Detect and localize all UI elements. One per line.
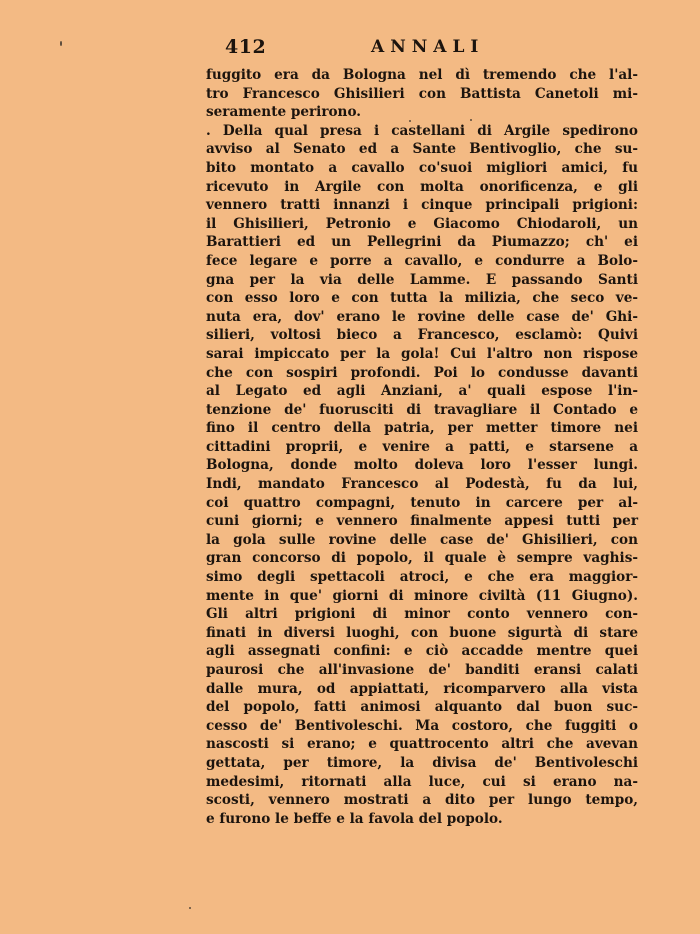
print-speck: [470, 119, 472, 121]
text-line: e furono le beffe e la favola del popolo.: [206, 810, 503, 827]
text-line: avviso al Senato ed a Sante Bentivoglio, che su-: [206, 141, 638, 158]
text-line: fuggito era da Bologna nel dì tremendo che l'al-: [206, 67, 638, 83]
text-line: paurosi che all'invasione de' banditi eransi calati: [206, 662, 638, 678]
text-line: fece legare e porre a cavallo, e condurre a Bolo-: [206, 252, 638, 269]
text-line: tenzione de' fuorusciti di travagliare il Contado e: [206, 401, 638, 418]
page-header: [225, 36, 485, 60]
text-line: dalle mura, od appiattati, ricomparvero alla vista: [206, 680, 638, 697]
text-line: coi quattro compagni, tenuto in carcere per al-: [206, 494, 638, 511]
text-line: il Ghisilieri, Petronio e Giacomo Chiodaroli, un: [206, 215, 638, 232]
text-line: ricevuto in Argile con molta onorificenza, e gli: [206, 178, 638, 195]
running-head: ANNALI: [371, 37, 485, 57]
text-line: cesso de' Bentivoleschi. Ma costoro, che fuggiti o: [206, 717, 638, 734]
text-line: gettata, per timore, la divisa de' Bentivoleschi: [206, 754, 638, 771]
text-line: cuni giorni; e vennero finalmente appesi tutti per: [206, 513, 638, 530]
text-line: vennero tratti innanzi i cinque principali prigioni:: [206, 197, 638, 214]
text-line: agli assegnati confini: e ciò accadde mentre quei: [206, 643, 638, 660]
body-text: [206, 66, 638, 828]
text-line: la gola sulle rovine delle case de' Ghisilieri, con: [206, 531, 638, 548]
text-line: al Legato ed agli Anziani, a' quali espose l'in-: [206, 383, 638, 400]
print-speck: [60, 41, 62, 46]
text-line: che con sospiri profondi. Poi lo condusse davanti: [206, 364, 638, 381]
text-line: Barattieri ed un Pellegrini da Piumazzo; ch' ei: [206, 234, 638, 251]
text-line: gna per la via delle Lamme. E passando Santi: [206, 271, 638, 288]
text-line: nascosti si erano; e quattrocento altri che avevan: [206, 736, 638, 753]
text-line: con esso loro e con tutta la milizia, che seco ve-: [206, 290, 638, 307]
text-line: medesimi, ritornati alla luce, cui si erano na-: [206, 773, 638, 790]
text-line: tro Francesco Ghisilieri con Battista Canetoli mi-: [206, 85, 638, 102]
text-line: fino il centro della patria, per metter timore nei: [206, 420, 638, 437]
text-line: Indi, mandato Francesco al Podestà, fu da lui,: [206, 476, 638, 493]
text-line: del popolo, fatti animosi alquanto dal buon suc-: [206, 699, 638, 716]
text-line: gran concorso di popolo, il quale è sempre vaghis-: [206, 550, 638, 567]
text-line: seramente perirono.: [206, 104, 362, 121]
text-line: scosti, vennero mostrati a dito per lungo tempo,: [206, 792, 638, 809]
text-line: . Della qual presa i castellani di Argile spedirono: [206, 122, 638, 139]
text-line: simo degli spettacoli atroci, e che era maggior-: [206, 569, 638, 586]
text-line: nuta era, dov' erano le rovine delle case de' Ghi-: [206, 308, 638, 325]
text-line: silieri, voltosi bieco a Francesco, esclamò: Quivi: [206, 327, 638, 344]
text-line: finati in diversi luoghi, con buone sigurtà di stare: [206, 624, 638, 641]
text-line: Gli altri prigioni di minor conto vennero con-: [206, 606, 638, 623]
print-speck: [409, 120, 411, 122]
print-speck: [189, 907, 191, 909]
text-line: sarai impiccato per la gola! Cui l'altro non rispose: [206, 345, 638, 362]
text-line: cittadini proprii, e venire a patti, e starsene a: [206, 438, 638, 455]
text-line: Bologna, donde molto doleva loro l'esser lungi.: [206, 457, 638, 474]
page-number: 412: [225, 36, 267, 58]
text-line: bito montato a cavallo co'suoi migliori amici, fu: [206, 159, 638, 176]
text-line: mente in que' giorni di minore civiltà (11 Giugno).: [206, 587, 638, 604]
